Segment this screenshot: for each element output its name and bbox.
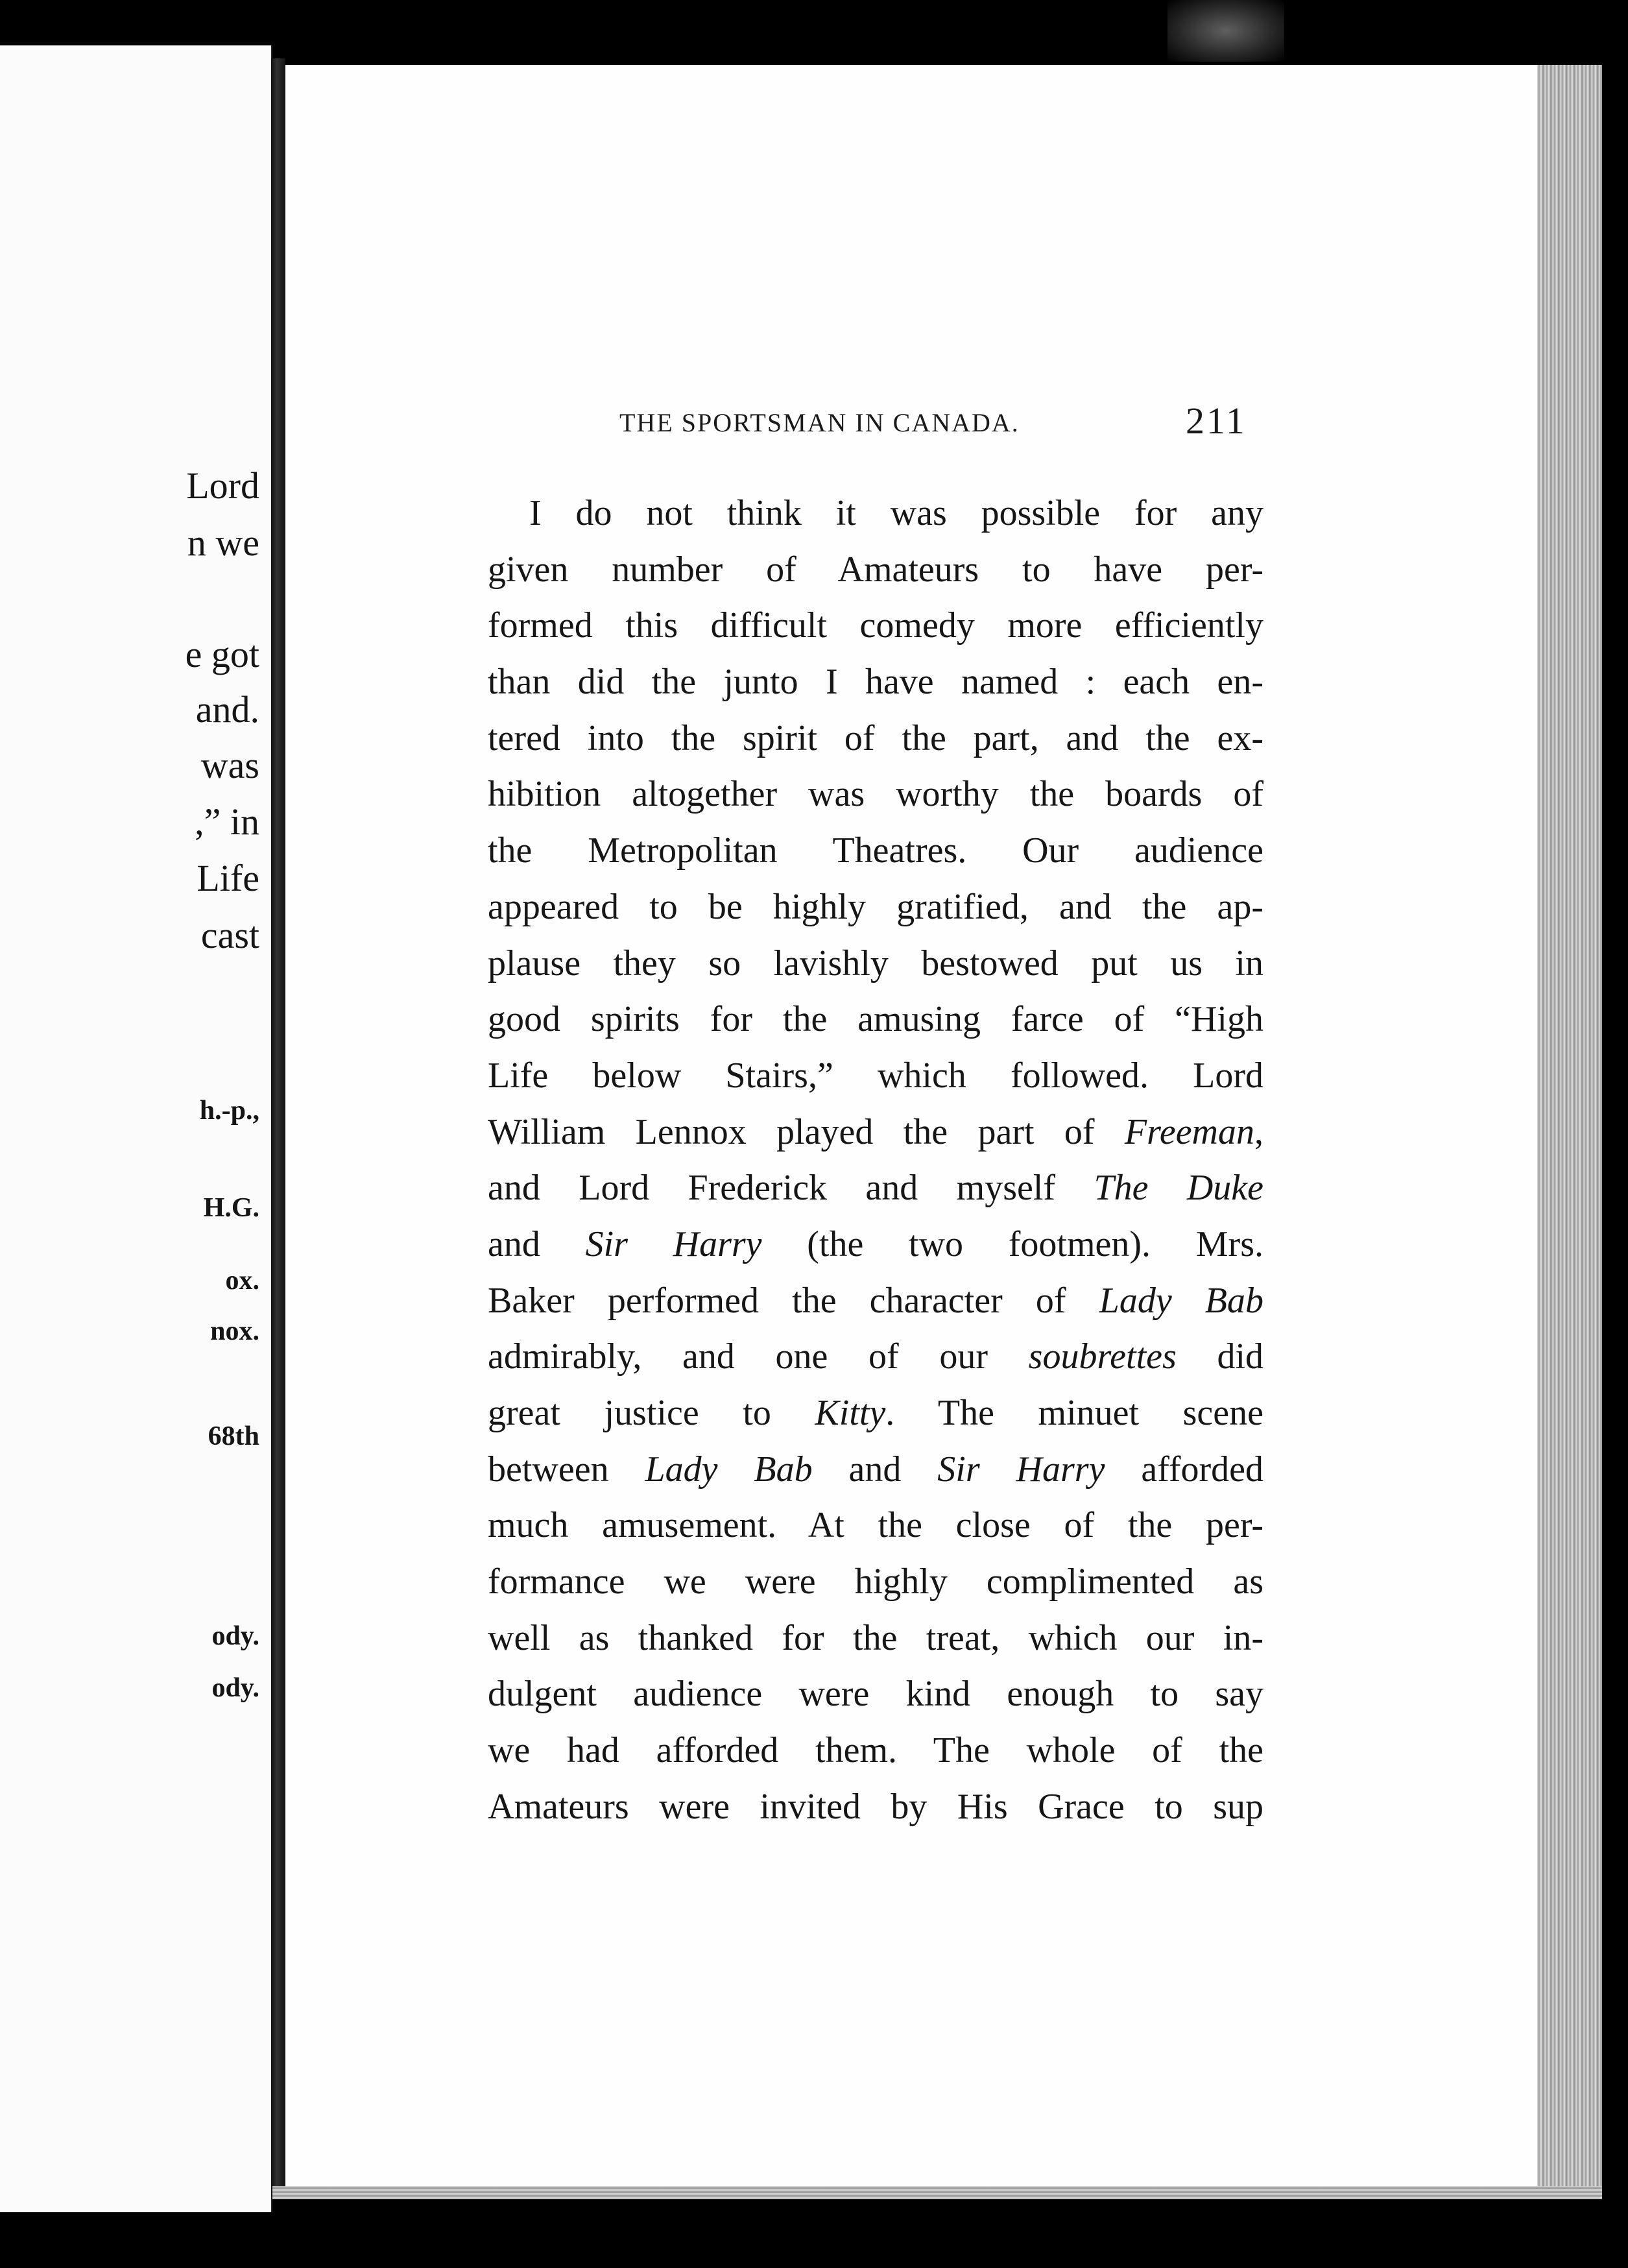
left-page-fragment: ,” in: [195, 801, 259, 843]
left-page-fragment: e got: [185, 633, 259, 675]
text-line: William Lennox played the part of Freeman,: [488, 1111, 1263, 1152]
text-line: given number of Amateurs to have per-: [488, 549, 1263, 590]
text-line: formed this difficult comedy more efficiently: [488, 605, 1263, 646]
left-page-fragment: nox.: [210, 1316, 259, 1346]
body-text: [488, 485, 1263, 1835]
text-line: well as thanked for the treat, which our in-: [488, 1617, 1263, 1658]
text-line: much amusement. At the close of the per-: [488, 1505, 1263, 1546]
left-page-fragment: 68th: [208, 1421, 259, 1451]
text-line: tered into the spirit of the part, and the ex-: [488, 718, 1263, 758]
text-line: appeared to be highly gratified, and the ap-: [488, 886, 1263, 927]
scan-smudge: [1167, 0, 1284, 62]
text-line: Amateurs were invited by His Grace to sup: [488, 1786, 1263, 1827]
left-page-fragment: H.G.: [203, 1193, 259, 1223]
page-edge-stack: [1537, 65, 1602, 2199]
italic-role-name: Freeman: [1124, 1111, 1254, 1152]
text-line: and Sir Harry (the two footmen). Mrs.: [488, 1224, 1263, 1264]
left-page-fragment: Lord: [186, 464, 259, 507]
text-line: Life below Stairs,” which followed. Lord: [488, 1055, 1263, 1096]
left-facing-page: [0, 45, 272, 2212]
running-head: [619, 407, 1268, 446]
text-line: and Lord Frederick and myself The Duke: [488, 1168, 1264, 1209]
left-page-fragment: and.: [195, 688, 259, 730]
left-page-fragment: ox.: [225, 1266, 259, 1296]
book-gutter: [271, 58, 285, 2199]
text-line: I do not think it was possible for any: [529, 493, 1263, 533]
left-page-fragment: n we: [187, 522, 259, 564]
text-line: than did the junto I have named : each en-: [488, 662, 1263, 703]
text-line: the Metropolitan Theatres. Our audience: [488, 830, 1263, 871]
page-bottom-edge: [272, 2186, 1602, 2199]
text-line: dulgent audience were kind enough to say: [488, 1674, 1263, 1715]
text-line: hibition altogether was worthy the boards of: [488, 774, 1263, 815]
italic-role-name: Kitty: [815, 1393, 886, 1433]
italic-role-name: The Duke: [1094, 1168, 1264, 1209]
text-line: great justice to Kitty. The minuet scene: [488, 1393, 1263, 1433]
left-page-fragment: was: [200, 744, 259, 786]
text-line: plause they so lavishly bestowed put us in: [488, 943, 1263, 983]
left-page-fragment: ody.: [211, 1621, 259, 1651]
italic-role-name: Lady Bab: [1099, 1280, 1263, 1321]
page-number: 211: [1186, 400, 1247, 442]
italic-role-name: Sir Harry: [937, 1449, 1105, 1490]
text-line: admirably, and one of our soubrettes did: [488, 1336, 1264, 1377]
italic-role-name: Lady Bab: [645, 1449, 813, 1490]
left-page-fragment: cast: [200, 914, 259, 956]
text-line: Baker performed the character of Lady Bab: [488, 1280, 1263, 1321]
left-page-fragment: ody.: [211, 1673, 259, 1703]
italic-term: soubrettes: [1028, 1336, 1177, 1377]
text-line: good spirits for the amusing farce of “High: [488, 999, 1263, 1040]
italic-role-name: Sir Harry: [585, 1224, 762, 1264]
left-page-fragment: Life: [197, 857, 259, 899]
running-head-title: THE SPORTSMAN IN CANADA.: [619, 408, 1020, 437]
left-page-fragment: h.-p.,: [199, 1096, 259, 1126]
text-line: formance we were highly complimented as: [488, 1562, 1263, 1602]
text-line: we had afforded them. The whole of the: [488, 1730, 1263, 1771]
text-line: between Lady Bab and Sir Harry afforded: [488, 1449, 1264, 1490]
